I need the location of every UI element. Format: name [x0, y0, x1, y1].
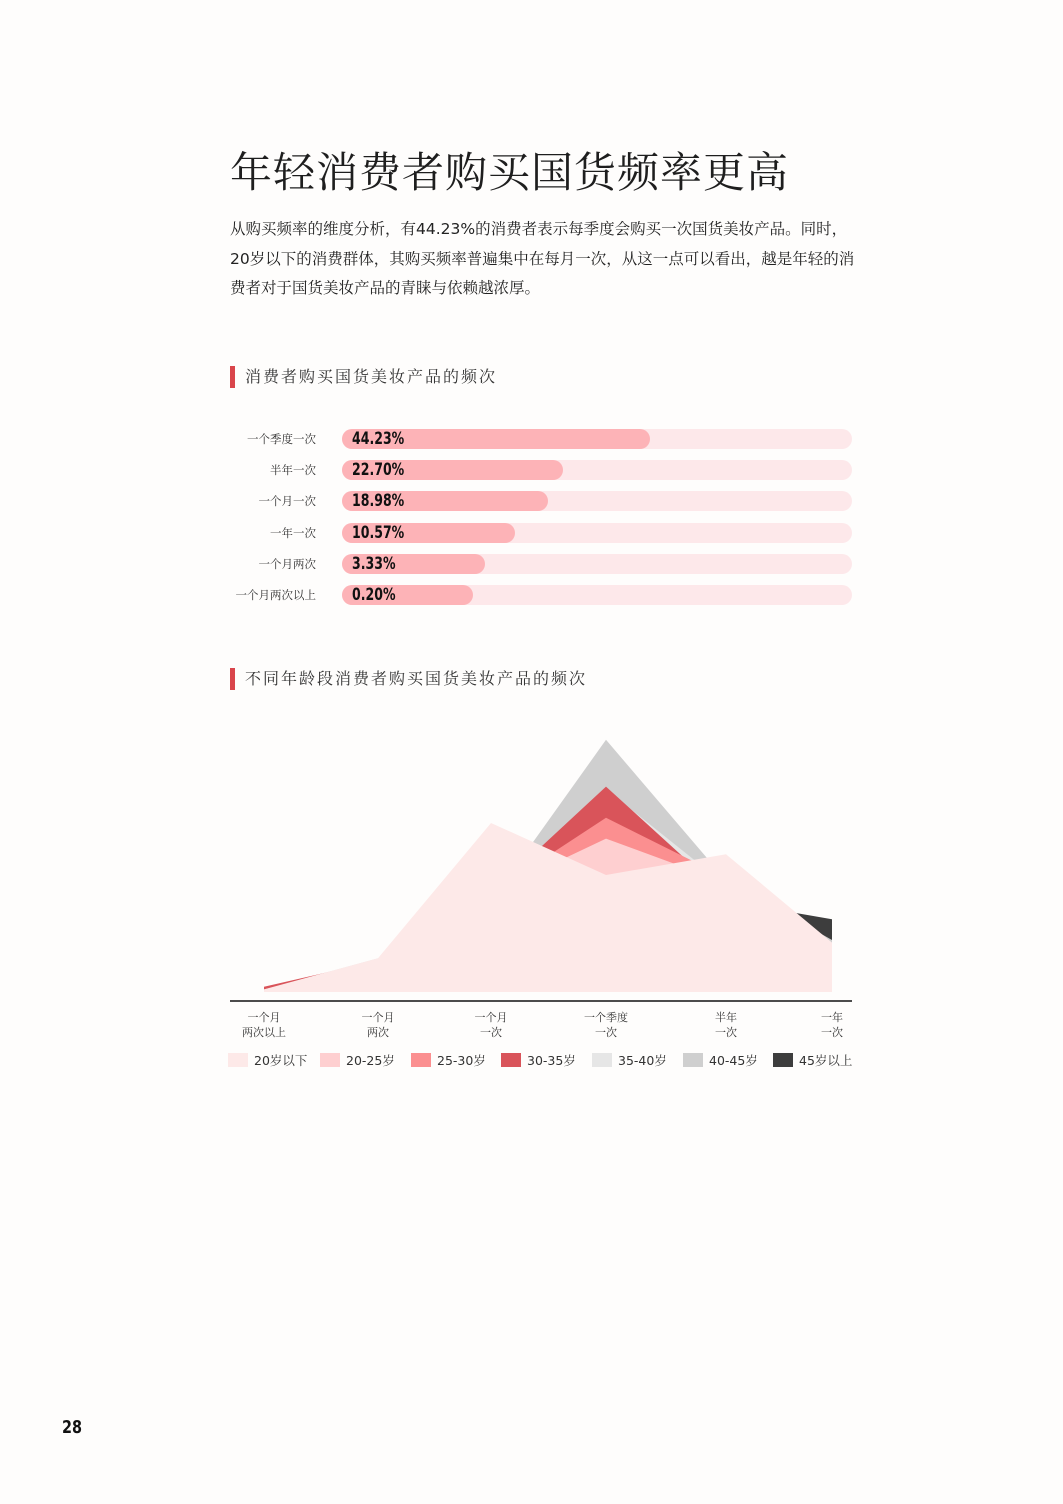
page-title: 年轻消费者购买国货频率更高	[230, 148, 790, 197]
area-chart-legend	[228, 1052, 864, 1072]
x-tick-label: 一个季度	[584, 1011, 628, 1024]
x-tick-label: 一个月	[361, 1011, 395, 1024]
legend-item	[411, 1052, 486, 1070]
area-chart-title: 不同年龄段消费者购买国货美妆产品的频次	[230, 668, 587, 690]
legend-label: 25-30岁	[437, 1053, 486, 1068]
legend-swatch	[228, 1053, 248, 1067]
bar-value-label: 0.20%	[352, 585, 396, 605]
legend-item	[683, 1052, 758, 1070]
x-tick-label: 一个月	[474, 1011, 508, 1024]
legend-item	[228, 1052, 307, 1070]
x-tick-label: 一次	[480, 1026, 502, 1039]
x-tick-label: 两次	[367, 1026, 389, 1039]
bar-category-label: 半年一次	[270, 463, 316, 478]
bar-value-label: 44.23%	[352, 429, 405, 449]
legend-label: 30-35岁	[527, 1053, 576, 1068]
legend-label: 20岁以下	[254, 1053, 308, 1068]
legend-label: 20-25岁	[346, 1053, 395, 1068]
bar-chart-title: 消费者购买国货美妆产品的频次	[230, 366, 497, 388]
bar-category-label: 一个月两次以上	[235, 588, 316, 602]
legend-swatch	[773, 1053, 793, 1067]
x-tick-label: 一次	[715, 1026, 737, 1039]
page-number: 28	[62, 1417, 83, 1438]
bar-value-label: 10.57%	[352, 522, 405, 543]
legend-swatch	[683, 1053, 703, 1067]
legend-swatch	[501, 1053, 521, 1067]
x-tick-label: 一次	[821, 1026, 843, 1039]
bar-value-label: 3.33%	[352, 553, 396, 574]
legend-item	[592, 1052, 667, 1070]
legend-swatch	[320, 1053, 340, 1067]
legend-swatch	[411, 1053, 431, 1067]
bar-category-label: 一个月两次	[258, 556, 316, 571]
bar-value-label: 18.98%	[352, 491, 405, 512]
bar-value-label: 22.70%	[352, 460, 405, 481]
x-tick-label: 一年	[821, 1011, 843, 1024]
x-tick-label: 半年	[715, 1011, 737, 1024]
legend-label: 40-45岁	[709, 1053, 758, 1068]
legend-label: 45岁以上	[799, 1053, 853, 1068]
legend-item	[773, 1052, 852, 1070]
intro-paragraph: 从购买频率的维度分析，有44.23%的消费者表示每季度会购买一次国货美妆产品。同时，20岁以下的消费群体，其购买频率普遍集中在每月一次，从这一点可以看出，越是年轻的消费者对于国货美妆产品的青睐与依赖越浓厚。	[230, 220, 855, 297]
x-tick-label: 一次	[595, 1026, 617, 1039]
legend-item	[320, 1052, 395, 1070]
legend-swatch	[592, 1053, 612, 1067]
legend-label: 35-40岁	[618, 1053, 667, 1068]
x-tick-label: 两次以上	[242, 1026, 286, 1039]
x-tick-label: 一个月	[247, 1011, 281, 1024]
bar-category-label: 一年一次	[270, 525, 316, 540]
bar-category-label: 一个月一次	[258, 494, 316, 509]
legend-item	[501, 1052, 576, 1070]
bar-category-label: 一个季度一次	[247, 432, 316, 446]
